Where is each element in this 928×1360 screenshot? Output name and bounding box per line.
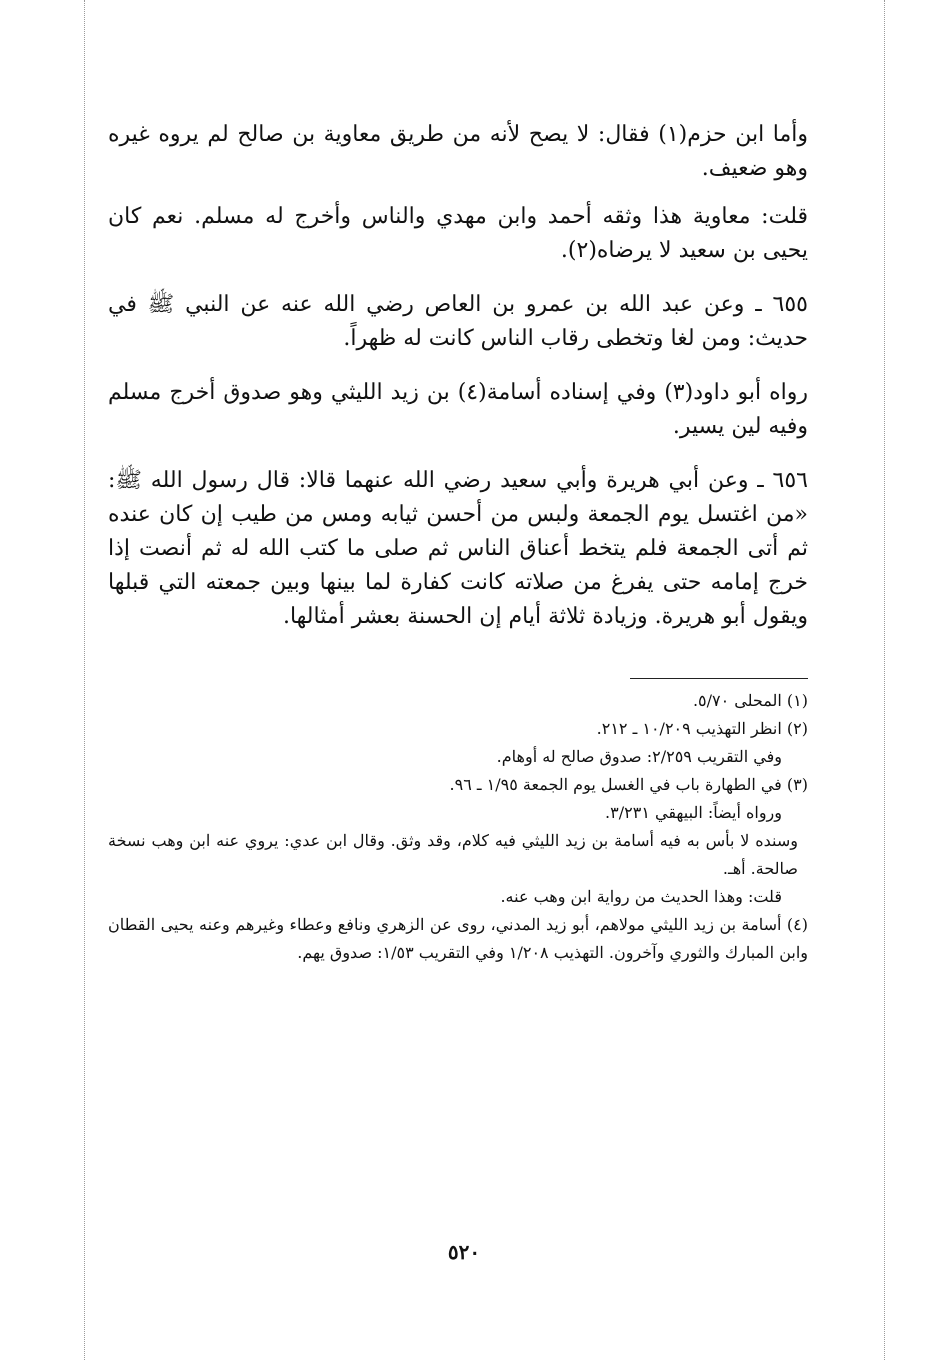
page-body <box>108 118 808 967</box>
footnote-3: (٣) في الطهارة باب في الغسل يوم الجمعة ١/٩٥ ـ ٩٦. <box>449 775 808 794</box>
hadith-655: ٦٥٥ ـ وعن عبد الله بن عمرو بن العاص رضي الله عنه عن النبي ﷺ في حديث: ومن لغا وتخطى رقاب الناس كانت له ظهراً. <box>108 292 808 351</box>
page-number: ٥٢٠ <box>447 1240 481 1264</box>
footnotes <box>108 687 808 967</box>
hadith-656: ٦٥٦ ـ وعن أبي هريرة وأبي سعيد رضي الله عنهما قالا: قال رسول الله ﷺ: «من اغتسل يوم الجمعة ولبس من أحسن ثيابه ومس من طيب إن كان عنده ثم أتى الجمعة فلم يتخط أعناق الناس ثم صلى ما كتب الله له ثم أنصت إذا خرج إمامه حتى يفرغ من صلاته كانت كفارة لما بينها وبين جمعته التي قبلها ويقول أبو هريرة. وزيادة ثلاثة أيام إن الحسنة بعشر أمثالها. <box>108 468 809 629</box>
margin-guide-right <box>884 0 885 1360</box>
hadith-655-takhrij: رواه أبو داود(٣) وفي إسناده أسامة(٤) بن زيد الليثي وهو صدوق أخرج مسلم وفيه لين يسير. <box>108 380 808 439</box>
footnote-2-continuation: وفي التقريب ٢/٢٥٩: صدوق صالح له أوهام. <box>496 747 782 766</box>
footnote-4: (٤) أسامة بن زيد الليثي مولاهم، أبو زيد المدني، روى عن الزهري ونافع وعطاء وغيرهم وعنه يحيى القطان وابن المبارك والثوري وآخرون. التهذيب ١/٢٠٨ وفي التقريب ١/٥٣: صدوق يهم. <box>108 915 808 962</box>
footnote-3-continuation-1: ورواه أيضاً: البيهقي ٣/٢٣١. <box>605 803 782 822</box>
paragraph-ibn-hazm: وأما ابن حزم(١) فقال: لا يصح لأنه من طريق معاوية بن صالح لم يروه غيره وهو ضعيف. <box>108 122 808 181</box>
margin-guide-left <box>84 0 85 1360</box>
paragraph-qultu: قلت: معاوية هذا وثقه أحمد وابن مهدي والناس وأخرج له مسلم. نعم كان يحيى بن سعيد لا يرضاه(٢). <box>108 204 808 263</box>
footnote-3-continuation-3: قلت: وهذا الحديث من رواية ابن وهب عنه. <box>500 887 782 906</box>
footnote-divider <box>630 678 808 679</box>
footnote-2: (٢) انظر التهذيب ١٠/٢٠٩ ـ ٢١٢. <box>596 719 808 738</box>
footnote-3-continuation-2: وسنده لا بأس به فيه أسامة بن زيد الليثي فيه كلام، وقد وثق. وقال ابن عدي: يروي عنه ابن وهب نسخة صالحة. أهـ. <box>108 831 798 878</box>
footnote-1: (١) المحلى ٥/٧٠. <box>692 691 808 710</box>
